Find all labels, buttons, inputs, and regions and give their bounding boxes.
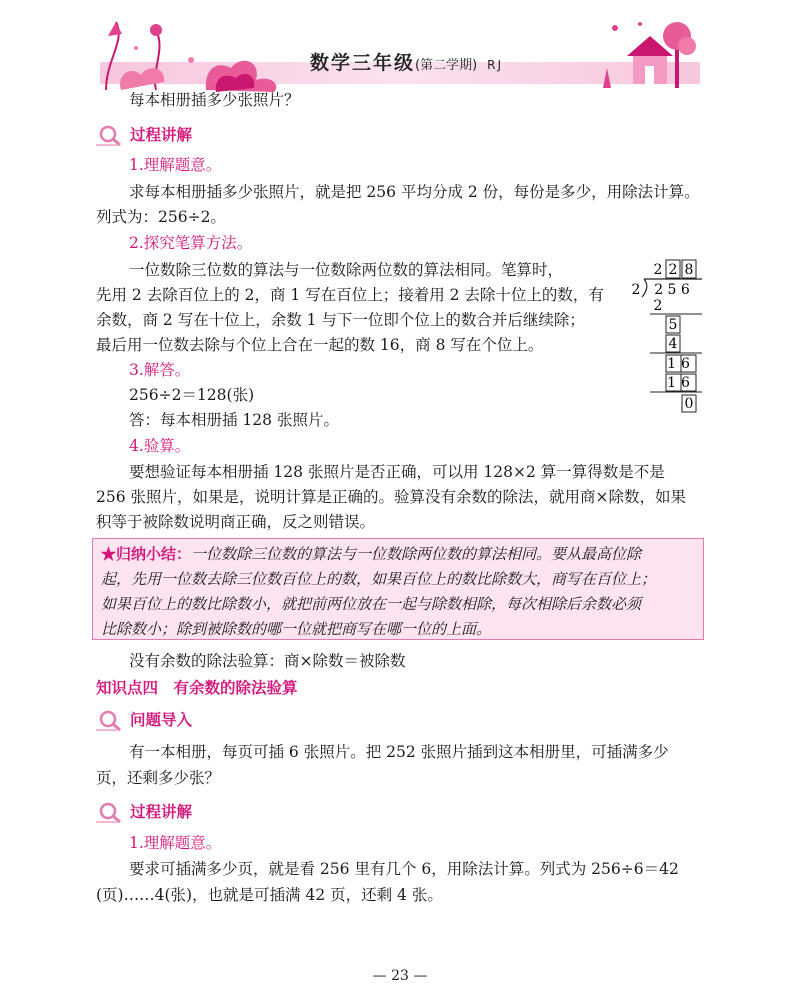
division-row: 2: [653, 298, 663, 314]
book-title: [310, 48, 503, 75]
quotient-digit: 2: [668, 262, 678, 278]
quotient-digit: 2: [653, 262, 663, 278]
section-heading-process: [96, 800, 192, 824]
section-title: 过程讲解: [130, 803, 193, 821]
step-title: 2.探究笔算方法。: [129, 234, 253, 252]
step-title: 1.理解题意。: [129, 834, 222, 852]
text-line: 一位数除三位数的算法与一位数除两位数的算法相同。笔算时，: [129, 261, 564, 279]
long-division-figure: [622, 252, 712, 417]
step-title: 4.验算。: [129, 437, 191, 455]
section-heading-process: [96, 123, 192, 147]
summary-line: [101, 542, 695, 567]
summary-text: 一位数除三位数的算法与一位数除两位数的算法相同。要从最高位除: [191, 545, 642, 563]
step-title: 1.理解题意。: [129, 156, 222, 174]
division-row: 5: [668, 317, 678, 333]
house-decoration-icon: [595, 18, 705, 90]
division-row: 0: [684, 396, 694, 412]
summary-line: 比除数小；除到被除数的哪一位就把商写在哪一位的上面。: [101, 620, 492, 638]
quotient-digit: 8: [684, 262, 694, 278]
text-line: 积等于被除数说明商正确，反之则错误。: [96, 513, 376, 531]
step-title: 3.解答。: [129, 361, 191, 379]
section-title: 问题导入: [130, 711, 193, 729]
text-line: 256 张照片，如果是，说明计算是正确的。验算没有余数的除法，就用商×除数，如果: [96, 488, 687, 506]
summary-box: [92, 538, 704, 640]
plant-decoration-icon: [96, 20, 286, 92]
text-line: 求每本相册插多少张照片，就是把 256 平均分成 2 份，每份是多少，用除法计算。: [129, 183, 700, 201]
subtitle-text: (第二学期): [415, 58, 478, 73]
summary-line: 如果百位上的数比除数小，就把前两位放在一起与除数相除，每次相除后余数必须: [101, 595, 642, 613]
title-text: 数学三年级: [310, 52, 416, 74]
edition-text: RJ: [487, 58, 504, 72]
section-heading-intro: [96, 708, 192, 732]
text-line: 256÷2＝128(张): [129, 386, 255, 404]
division-row: 16: [667, 375, 695, 391]
magnifier-icon: [96, 710, 126, 732]
text-line: 页，还剩多少张？: [96, 769, 221, 787]
dividend: 2 5 6: [654, 282, 690, 298]
text-line: 先用 2 去除百位上的 2，商 1 写在百位上；接着用 2 去除十位上的数，有: [96, 286, 604, 304]
intro-question: 每本相册插多少张照片？: [129, 91, 300, 109]
summary-line: 起，先用一位数去除三位数百位上的数，如果百位上的数比除数大，商写在百位上；: [101, 570, 657, 588]
text-line: (页)……4(张)，也就是可插满 42 页，还剩 4 张。: [96, 886, 443, 904]
magnifier-icon: [96, 125, 126, 147]
text-line: 要求可插满多少页，就是看 256 里有几个 6，用除法计算。列式为 256÷6＝42: [129, 860, 679, 878]
magnifier-icon: [96, 802, 126, 824]
check-formula: 没有余数的除法验算：商×除数＝被除数: [129, 652, 406, 670]
text-line: 最后用一位数去除与个位上合在一起的数 16，商 8 写在个位上。: [96, 336, 544, 354]
divisor: 2: [631, 282, 641, 298]
division-row: 4: [668, 336, 678, 352]
text-line: 答：每本相册插 128 张照片。: [129, 411, 339, 429]
text-line: 有一本相册，每页可插 6 张照片。把 252 张照片插到这本相册里，可插满多少: [129, 743, 669, 761]
text-line: 要想验证每本相册插 128 张照片是否正确，可以用 128×2 算一算得数是不是: [129, 463, 665, 481]
section-title: 过程讲解: [130, 126, 193, 144]
page-header: [0, 0, 800, 96]
division-row: 16: [667, 356, 695, 372]
page-number: — 23 —: [372, 968, 428, 984]
text-line: 余数，商 2 写在十位上，余数 1 与下一位即个位上的数合并后继续除；: [96, 311, 585, 329]
knowledge-point-heading: 知识点四 有余数的除法验算: [96, 679, 298, 697]
text-line: 列式为：256÷2。: [96, 208, 226, 226]
summary-label: ★归纳小结：: [101, 545, 192, 563]
